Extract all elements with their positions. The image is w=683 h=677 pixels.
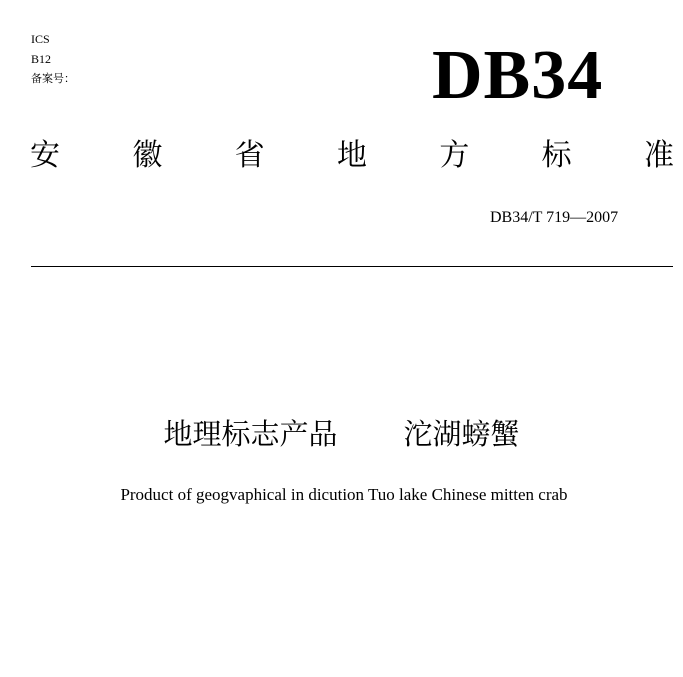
- standard-type-title: [30, 134, 674, 178]
- document-title-product: 沱湖螃蟹: [403, 417, 520, 451]
- record-number-label: 备案号：: [31, 72, 75, 85]
- english-title: Product of geogvaphical in dicution Tuo lake Chinese mitten crab: [120, 485, 568, 504]
- standard-type-char: 方: [439, 138, 470, 173]
- header-divider: [31, 266, 673, 267]
- standard-type-char: 准: [643, 138, 674, 173]
- document-title-main: 地理标志产品: [163, 417, 338, 451]
- standard-type-char: 地: [336, 138, 367, 173]
- standard-type-char: 徽: [132, 138, 163, 173]
- classification-code: B12: [31, 52, 52, 66]
- standard-type-char: 安: [30, 138, 60, 173]
- standard-code: DB34: [432, 37, 604, 114]
- standard-number: DB34/T 719—2007: [490, 209, 619, 226]
- standard-type-char: 省: [234, 138, 265, 173]
- document-title: [0, 412, 683, 456]
- ics-label: ICS: [31, 32, 50, 46]
- standard-type-char: 标: [541, 138, 572, 173]
